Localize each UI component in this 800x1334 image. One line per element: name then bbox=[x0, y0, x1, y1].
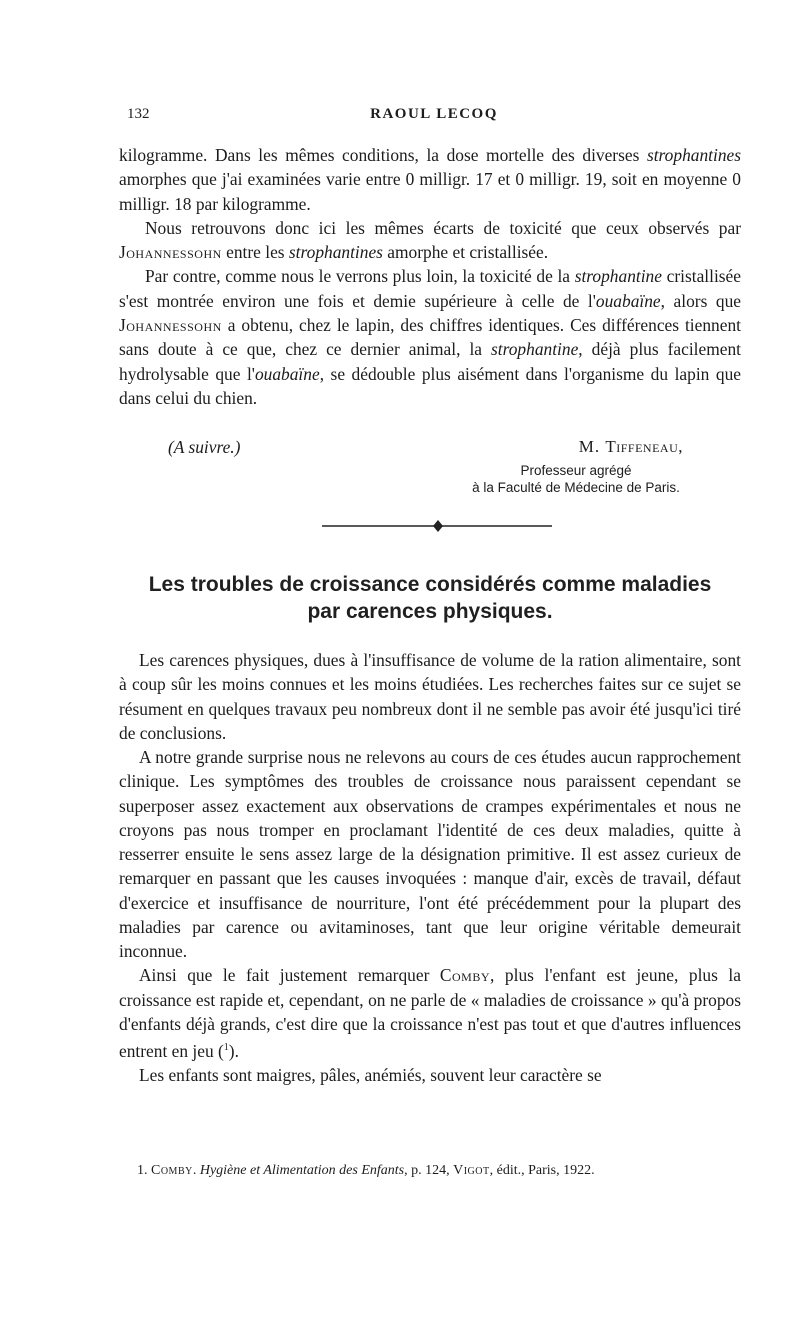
author-affiliation bbox=[411, 462, 741, 496]
text-run: ). bbox=[228, 1040, 239, 1061]
author-name bbox=[579, 437, 683, 457]
text-run: . bbox=[192, 1163, 200, 1178]
footnote-work-title: Hygiène et Alimentation des Enfants bbox=[199, 1163, 405, 1178]
text-run: , alors que bbox=[660, 290, 741, 311]
footnote-publisher: Vigot bbox=[453, 1163, 490, 1178]
text-run: , édit., Paris, 1922. bbox=[489, 1163, 595, 1178]
running-header bbox=[127, 106, 741, 130]
to-be-continued: (A suivre.) bbox=[168, 437, 241, 457]
italic-term: strophantine bbox=[491, 339, 579, 360]
author-institution-line: à la Faculté de Médecine de Paris. bbox=[472, 480, 680, 495]
article-title bbox=[119, 571, 741, 625]
text-run: , plus l'enfant est jeune, plus la croissance est rapide et, cependant, on ne parle de « maladies de croissance » qu'à propos d'enfants déjà grands, c'est dire que la croissance n'est pas tout et que d'autres influences entrent en jeu ( bbox=[119, 965, 741, 1061]
author-title-line: Professeur agrégé bbox=[520, 463, 632, 478]
paragraph-continued-2 bbox=[119, 216, 741, 265]
author-reference: Comby bbox=[439, 965, 491, 986]
text-run: Ainsi que le fait justement remarquer bbox=[139, 965, 440, 986]
text-run: , déjà plus facilement hydrolysable que l' bbox=[119, 339, 741, 384]
text-run: a obtenu, chez le lapin, des chiffres identiques. Ces différences tiennent sans doute à ce que, chez ce dernier animal, la bbox=[119, 315, 741, 360]
article-paragraph-1: Les carences physiques, dues à l'insuffisance de volume de la ration alimentaire, sont à coup sûr les moins connues et les moins étudiées. Les recherches faites sur ce sujet se résument en quelques travaux peu nombreux dont il ne semble pas avoir été jusqu'ici tiré de conclusions. bbox=[119, 650, 741, 743]
text-run: cristallisée s'est montrée environ une fois et demie supérieure à celle de l' bbox=[119, 266, 741, 311]
article-paragraph-4: Les enfants sont maigres, pâles, anémiés, souvent leur caractère se bbox=[139, 1065, 602, 1086]
text-run: kilogramme. Dans les mêmes conditions, la dose mortelle des diverses bbox=[119, 145, 647, 165]
article-title-line-2: par carences physiques. bbox=[307, 600, 553, 623]
paragraph-continued-3 bbox=[119, 264, 741, 410]
italic-term: strophantines bbox=[288, 242, 383, 263]
italic-term: strophantines bbox=[646, 145, 741, 165]
article-paragraph-3 bbox=[119, 963, 741, 1063]
footnote-number: 1. bbox=[137, 1163, 151, 1178]
text-run: Nous retrouvons donc ici les mêmes écarts de toxicité que ceux observés par bbox=[145, 217, 741, 238]
footnote bbox=[137, 1162, 741, 1180]
author-reference: Johannessohn bbox=[119, 315, 222, 336]
text-run: entre les bbox=[221, 242, 289, 263]
footnote-marker: 1 bbox=[223, 1042, 229, 1053]
article-title-line-1: Les troubles de croissance considérés comme maladies bbox=[148, 573, 712, 596]
continued-text bbox=[119, 143, 741, 410]
article-body bbox=[119, 648, 741, 1087]
signature-block bbox=[168, 437, 741, 497]
page-number: 132 bbox=[127, 106, 150, 122]
text-run: , se dédouble plus aisément dans l'organisme du lapin que dans celui du chien. bbox=[119, 363, 741, 408]
italic-term: strophantine bbox=[574, 266, 662, 287]
author-reference: Johannessohn bbox=[119, 242, 222, 263]
footnote-author: Comby bbox=[151, 1163, 193, 1178]
author-initial: M. bbox=[578, 437, 606, 456]
italic-term: ouabaïne bbox=[595, 290, 661, 311]
paragraph-continued-1 bbox=[119, 143, 741, 216]
section-divider bbox=[322, 518, 552, 534]
text-run: amorphes que j'ai examinées varie entre 0 milligr. 17 et 0 milligr. 19, soit en moyenne 0 milligr. 18 par kilogramme. bbox=[119, 169, 741, 214]
running-title: RAOUL LECOQ bbox=[370, 106, 498, 122]
text-run: amorphe et cristallisée. bbox=[382, 242, 549, 263]
author-surname: Tiffeneau, bbox=[605, 437, 683, 456]
italic-term: ouabaïne bbox=[254, 363, 320, 384]
article-paragraph-2: A notre grande surprise nous ne relevons au cours de ces études aucun rapprochement clinique. Les symptômes des troubles de croissance nous paraissent cependant se superposer assez exactement aux observations de crampes expérimentales et nous ne croyons pas nous tromper en proclamant l'identité de ces deux maladies, quitte à resserrer ensuite le sens assez large de la désignation primitive. Il est assez curieux de remarquer en passant que les causes invoquées : manque d'air, excès de travail, défaut d'exercice et insuffisance de nourriture, l'ont été précédemment pour la plupart des maladies par carence ou avitaminoses, tant que leur origine véritable demeurait inconnue. bbox=[119, 747, 741, 961]
text-run: , p. 124, bbox=[404, 1163, 454, 1178]
text-run: Par contre, comme nous le verrons plus loin, la toxicité de la bbox=[145, 266, 575, 287]
